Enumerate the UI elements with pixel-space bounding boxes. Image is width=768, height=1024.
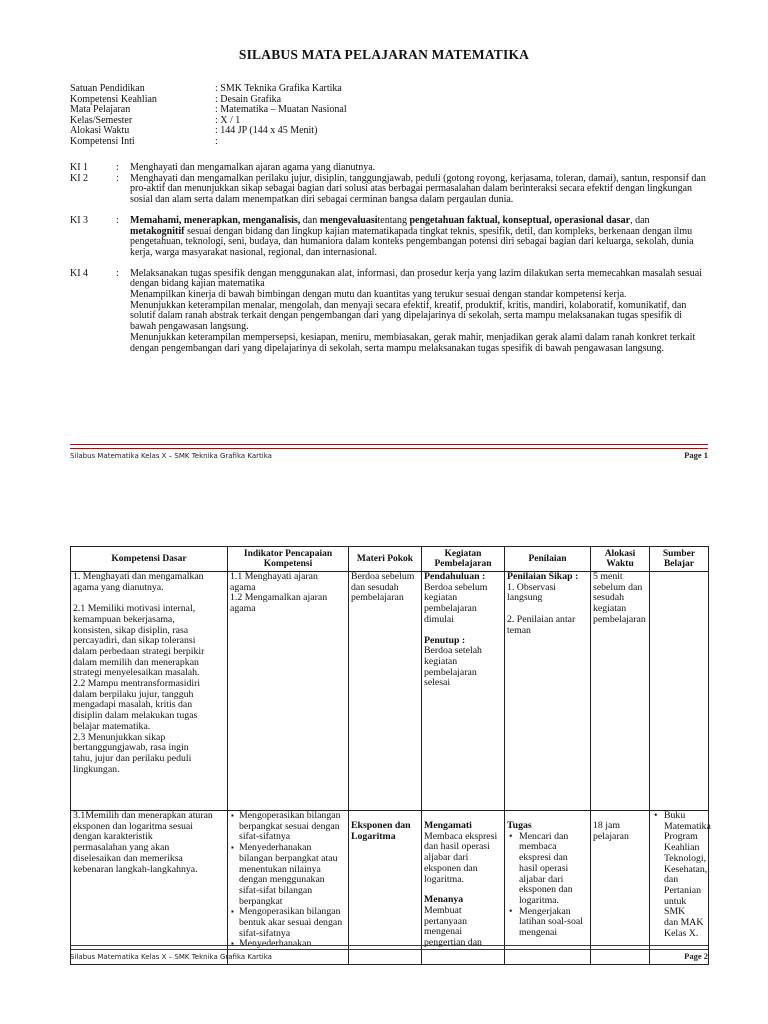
ki3-bold-3: pengetahuan faktual, konseptual, operasional dasar (409, 214, 631, 226)
cell-ipk: 1.1 Menghayati ajaran agama 1.2 Mengamalkan ajaran agama (228, 572, 349, 811)
cell-sumber (650, 572, 709, 811)
header-penilaian: Penilaian (505, 547, 591, 572)
info-label: Kelas/Semester (70, 114, 133, 126)
ipk-list (230, 811, 346, 950)
list-item: ▪ Mengoperasikan bilangan bentuk akar sesuai dengan sifat-sifatnya (239, 907, 346, 939)
info-value: : Desain Grafika (215, 93, 282, 105)
kegiatan-text: Membuat pertanyaan mengenai pengertian dan (424, 904, 482, 949)
ki-colon: : (116, 172, 119, 184)
kegiatan-text: Berdoa sebelum kegiatan pembelajaran dimulai (424, 581, 488, 625)
list-item: ▪ Menyederhanakan (239, 939, 346, 950)
ki4-paragraph: Menunjukkan keterampilan mempersepsi, kesiapan, meniru, membiasakan, gerak mahir, menjadikan gerak alami dalam ranah konkret terkait dengan pengembangan dari yang dipelajarinya di sekolah, serta mampu melaksanakan tugas spesifik di bawah pengawasan langsung. (130, 331, 696, 354)
ki-label: KI 4 (70, 267, 89, 279)
info-value: : Matematika – Muatan Nasional (215, 104, 347, 116)
header-kegiatan: Kegiatan Pembelajaran (422, 547, 505, 572)
info-row (70, 137, 347, 148)
list-item: • Mencari dan membaca ekspresi dan hasil operasi aljabar dari eksponen dan logaritma. (519, 832, 588, 907)
kompetensi-inti (70, 163, 706, 354)
info-block (70, 84, 347, 148)
penilaian-heading: Tugas (507, 820, 532, 831)
header-kompetensi-dasar: Kompetensi Dasar (71, 547, 228, 572)
table-row (71, 572, 709, 811)
ki-text (130, 269, 706, 355)
table-row (71, 811, 709, 965)
list-item: ▪ Menyederhanakan bilangan berpangkat atau menentukan nilainya dengan menggunakan sifat-sifat bilangan berpangkat (239, 843, 346, 907)
kegiatan-heading: Menanya (424, 894, 464, 906)
ki-4 (70, 269, 706, 355)
header-materi-pokok: Materi Pokok (349, 547, 422, 572)
ki-3 (70, 216, 706, 259)
kegiatan-heading: Penutup : (424, 634, 466, 646)
info-value: : SMK Teknika Grafika Kartika (215, 83, 342, 94)
ki3-bold-1: Memahami, menerapkan, menganalisis, (130, 214, 301, 226)
ki-text: Menghayati dan mengamalkan ajaran agama yang dianutnya. (130, 162, 376, 173)
info-row (70, 84, 347, 95)
cell-ipk (228, 811, 349, 965)
kegiatan-heading: Pendahuluan : (424, 571, 486, 582)
info-label: Kompetensi Keahlian (70, 93, 157, 105)
page-number: Page 2 (684, 951, 708, 961)
penilaian-heading: Penilaian Sikap : (507, 571, 579, 582)
header-alokasi: Alokasi Waktu (591, 547, 650, 572)
silabus-table (70, 546, 709, 965)
ki-colon: : (116, 214, 119, 226)
header-sumber: Sumber Belajar (650, 547, 709, 572)
table-header-row (71, 547, 709, 572)
info-value: : (215, 135, 218, 147)
ki3-text-4: sesuai dengan bidang dan lingkup kajian matematikapada tingkat teknis, spesifik, detil, dan kompleks, berkenaan dengan ilmu pengetahuan, teknologi, seni, budaya, dan humaniora dalam konteks pengembangan potensi diri sebagai bagian dari keluarga, sekolah, dunia kerja, warga masyarakat nasional, regional, dan internasional. (130, 225, 694, 258)
cell-kd: 1. Menghayati dan mengamalkan agama yang dianutnya. 2.1 Memiliki motivasi internal, kemampuan bekerjasama, konsisten, sikap disiplin, rasa percayadiri, dan sikap toleransi dalam perbedaan strategi berpikir dalam memilih dan menerapkan strategi menyelesaikan masalah. 2.2 Mampu mentransformasidiri dalam berpilaku jujur, tangguh mengadapi masalah, kritis dan disiplin dalam melakukan tugas belajar matematika. 2.3 Menunjukkan sikap bertanggungjawab, rasa ingin tahu, jujur dan perilaku peduli lingkungan. (71, 572, 228, 811)
ki3-bold-2: mengevaluasi (319, 214, 378, 226)
ki-label: KI 2 (70, 172, 89, 184)
page-number: Page 1 (684, 450, 708, 460)
ki-text: Menghayati dan mengamalkan perilaku jujur, disiplin, tanggungjawab, peduli (gotong royong, kerjasama, toleran, damai), santun, responsif dan pro-aktif dan menunjukkan sikap sebagai bagian dari solusi atas berbagai permasalahan dalam berinteraksi secara efektif dengan lingkungan sosial dan alam serta dalam menempatkan diri sebagai cerminan bangsa dalam pergaulan dunia. (130, 172, 706, 206)
ki-colon: : (116, 267, 119, 279)
footer-text: Silabus Matematika Kelas X – SMK Teknika Grafika Kartika (70, 953, 272, 961)
footer-divider (70, 945, 708, 950)
ki4-paragraph: Menunjukkan keterampilan menalar, mengolah, dan menyaji secara efektif, kreatif, produktif, kritis, mandiri, kolaboratif, komunikatif, dan solutif dalam ranah abstrak terkait dengan pengembangan dari yang dipelajarinya di sekolah, serta mampu melaksanakan tugas spesifik di bawah pengawasan langsung. (130, 299, 687, 333)
info-label: Alokasi Waktu (70, 125, 130, 137)
ki-colon: : (116, 162, 119, 173)
cell-alokasi: 5 menit sebelum dan sesudah kegiatan pembelajaran (591, 572, 650, 811)
info-label: Mata Pelajaran (70, 104, 131, 116)
ki3-text-2: tentang (377, 214, 410, 226)
cell-sumber (650, 811, 709, 965)
cell-materi: Berdoa sebelum dan sesudah pembelajaran (349, 572, 422, 811)
ki-text (130, 216, 706, 259)
penilaian-text: 1. Observasi langsung 2. Penilaian antar teman (507, 581, 576, 636)
sumber-list (652, 810, 711, 939)
info-value: : 144 JP (144 x 45 Menit) (215, 125, 318, 137)
list-item: • Mengerjakan latihan soal-soal mengenai (519, 907, 588, 939)
ki-label: KI 3 (70, 214, 89, 226)
info-label: Kompetensi Inti (70, 135, 135, 147)
kegiatan-text: Membaca ekspresi dan hasil operasi aljabar dari eksponen dan logaritma. (424, 830, 498, 885)
footer-page-1 (70, 452, 708, 460)
ki3-text-3: , dan (630, 214, 650, 226)
cell-kegiatan (422, 811, 505, 965)
ki4-paragraph: Menampilkan kinerja di bawah bimbingan dengan mutu dan kuantitas yang terukur sesuai dengan standar kompetensi kerja. (130, 289, 627, 301)
cell-materi: Eksponen dan Logaritma (349, 811, 422, 965)
footer-text: Silabus Matematika Kelas X – SMK Teknika Grafika Kartika (70, 452, 272, 460)
footer-page-2 (70, 953, 708, 961)
cell-kegiatan (422, 572, 505, 811)
kegiatan-heading: Mengamati (424, 820, 472, 831)
ki3-bold-4: metakognitif (130, 225, 185, 237)
cell-kd: 3.1Memilih dan menerapkan aturan eksponen dan logaritma sesuai dengan karakteristik permasalahan yang akan diselesaikan dan memeriksa kebenaran langkah-langkahnya. (71, 811, 228, 965)
list-item: • Buku Matematika Program Keahlian Teknologi, Kesehatan, dan Pertanian untuk SMK dan MAK Kelas X. (664, 811, 706, 939)
page-title: SILABUS MATA PELAJARAN MATEMATIKA (238, 47, 530, 62)
kegiatan-text: Berdoa setelah kegiatan pembelajaran selesai (424, 645, 482, 689)
ki3-text-1: dan (300, 214, 320, 226)
ki-label: KI 1 (70, 162, 89, 173)
ki4-paragraph: Melaksanakan tugas spesifik dengan menggunakan alat, informasi, dan prosedur kerja yang lazim dilakukan serta memecahkan masalah sesuai dengan bidang kajian matematika (130, 267, 703, 290)
footer-divider (70, 444, 708, 449)
list-item: ▪ Mengoperasikan bilangan berpangkat sesuai dengan sifat-sifatnya (239, 811, 346, 843)
penilaian-list (507, 832, 588, 939)
cell-penilaian (505, 811, 591, 965)
info-label: Satuan Pendidikan (70, 83, 145, 94)
info-value: : X / 1 (215, 114, 241, 126)
header-indikator: Indikator Pencapaian Kompetensi (228, 547, 349, 572)
cell-alokasi: 18 jam pelajaran (591, 811, 650, 965)
ki-2 (70, 174, 706, 206)
cell-penilaian (505, 572, 591, 811)
